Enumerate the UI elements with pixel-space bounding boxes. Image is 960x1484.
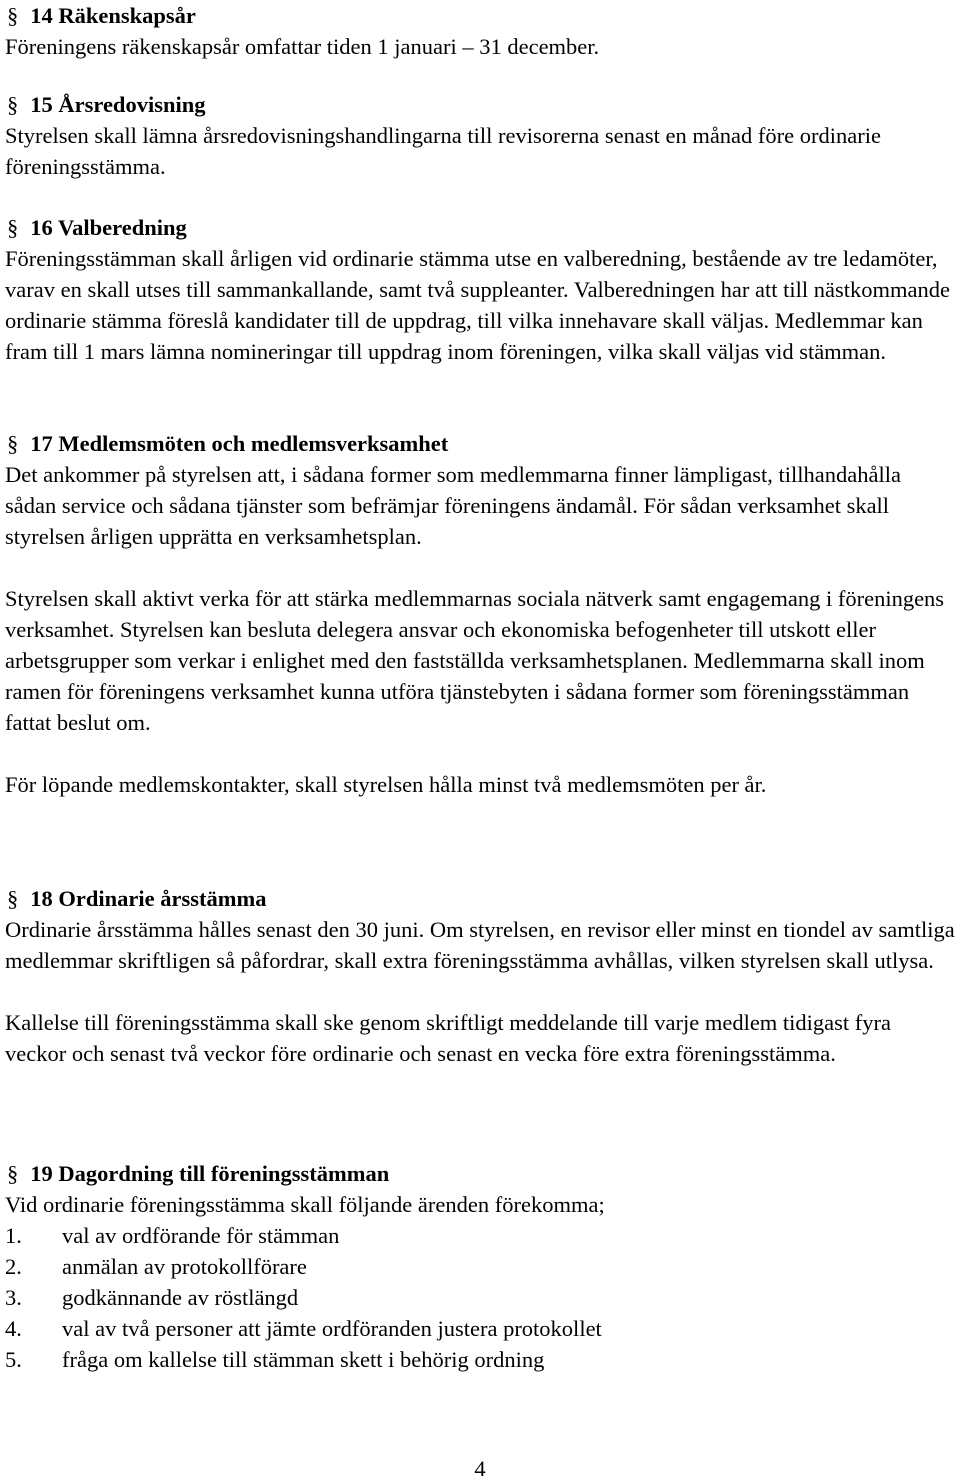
section-paragraph: Föreningsstämman skall årligen vid ordinarie stämma utse en valberedning, bestående av tre ledamöter, varav en skall utses till sammankallande, samt två suppleanter. Valberedningen har att till nästkommande ordinarie stämma föreslå kandidater till de uppdrag, till vilka innehavare skall väljas. Medlemmar kan fram till 1 mars lämna nomineringar till uppdrag inom föreningen, vilka skall väljas vid stämman.: [5, 246, 950, 364]
section-19: [5, 1158, 955, 1375]
section-heading: [5, 1158, 955, 1189]
section-heading: [5, 883, 955, 914]
list-item: [5, 1220, 955, 1251]
section-16: [5, 212, 955, 367]
section-paragraph: Vid ordinarie föreningsstämma skall följande ärenden förekomma;: [5, 1192, 605, 1217]
heading-text: 16 Valberedning: [30, 215, 187, 240]
heading-text: 18 Ordinarie årsstämma: [30, 886, 267, 911]
section-heading: [5, 428, 955, 459]
list-text: fråga om kallelse till stämman skett i behörig ordning: [62, 1347, 545, 1372]
section-17: [5, 428, 955, 800]
paragraph-sign: §: [7, 431, 19, 456]
list-item: [5, 1251, 955, 1282]
list-text: godkännande av röstlängd: [62, 1285, 299, 1310]
heading-text: 17 Medlemsmöten och medlemsverksamhet: [30, 431, 449, 456]
section-paragraph: Styrelsen skall lämna årsredovisningshandlingarna till revisorerna senast en månad före ordinarie föreningsstämma.: [5, 123, 881, 179]
heading-text: 15 Årsredovisning: [30, 92, 206, 117]
paragraph-sign: §: [7, 3, 19, 28]
section-14: [5, 0, 599, 62]
section-paragraph: Ordinarie årsstämma hålles senast den 30 juni. Om styrelsen, en revisor eller minst en tiondel av samtliga medlemmar skriftligen så påfordrar, skall extra föreningsstämma avhållas, vilken styrelsen skall utlysa.: [5, 917, 955, 973]
section-paragraph: Styrelsen skall aktivt verka för att stärka medlemmarnas sociala nätverk samt engagemang i föreningens verksamhet. Styrelsen kan besluta delegera ansvar och ekonomiska befogenheter till utskott eller arbetsgrupper som verkar i enlighet med den fastställda verksamhetsplanen. Medlemmarna skall inom ramen för föreningens verksamhet kunna utföra tjänstebyten i sådana former som föreningsstämman fattat beslut om.: [5, 586, 945, 735]
list-number: 5.: [5, 1347, 22, 1372]
section-paragraph: Föreningens räkenskapsår omfattar tiden 1 januari – 31 december.: [5, 34, 600, 59]
heading-text: 14 Räkenskapsår: [30, 3, 196, 28]
section-heading: [5, 212, 955, 243]
list-text: anmälan av protokollförare: [62, 1254, 307, 1279]
page-number: 4: [474, 1456, 486, 1481]
list-item: [5, 1282, 955, 1313]
section-18: [5, 883, 955, 1069]
paragraph-sign: §: [7, 886, 19, 911]
section-heading: [5, 89, 955, 120]
paragraph-sign: §: [7, 1161, 19, 1186]
list-text: val av ordförande för stämman: [62, 1223, 340, 1248]
section-paragraph: Kallelse till föreningsstämma skall ske genom skriftligt meddelande till varje medlem tidigast fyra veckor och senast två veckor före ordinarie och senast en vecka före extra föreningsstämma.: [5, 1010, 892, 1066]
list-number: 3.: [5, 1285, 22, 1310]
heading-text: 19 Dagordning till föreningsstämman: [30, 1161, 390, 1186]
list-number: 1.: [5, 1223, 22, 1248]
section-15: [5, 89, 955, 182]
paragraph-sign: §: [7, 92, 19, 117]
agenda-list: [5, 1220, 955, 1375]
section-paragraph: För löpande medlemskontakter, skall styrelsen hålla minst två medlemsmöten per år.: [5, 772, 767, 797]
paragraph-sign: §: [7, 215, 19, 240]
list-item: [5, 1313, 955, 1344]
section-heading: [5, 0, 599, 31]
section-paragraph: Det ankommer på styrelsen att, i sådana former som medlemmarna finner lämpligast, tillhandahålla sådan service och sådana tjänster som befrämjar föreningens ändamål. För sådan verksamhet skall styrelsen årligen upprätta en verksamhetsplan.: [5, 462, 901, 549]
list-text: val av två personer att jämte ordföranden justera protokollet: [62, 1316, 602, 1341]
list-number: 2.: [5, 1254, 22, 1279]
list-number: 4.: [5, 1316, 22, 1341]
list-item: [5, 1344, 955, 1375]
